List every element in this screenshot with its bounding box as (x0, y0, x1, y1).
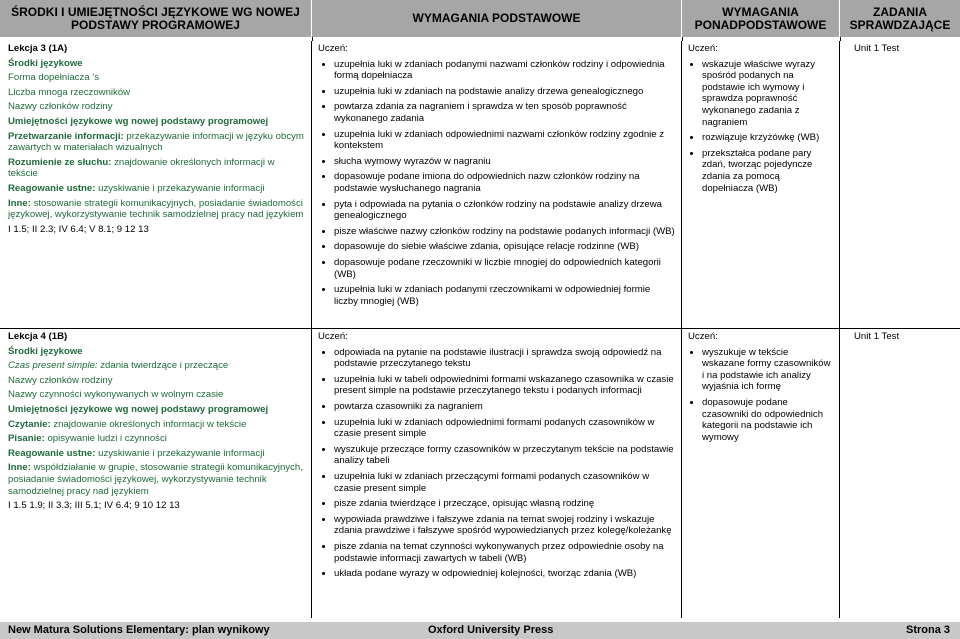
skill-item (8, 448, 305, 460)
skill-item (8, 433, 305, 445)
skill-text: przekazywanie informacji w języku obcym zawartych w materiałach wizualnych (8, 130, 304, 154)
skill-text: znajdowanie określonych informacji w tekście (50, 418, 247, 430)
list-item: • słucha wymowy wyrazów w nagraniu (334, 156, 675, 168)
skill-text: uzyskiwanie i przekazywanie informacji (95, 182, 265, 194)
header-col-podstawowe: WYMAGANIA PODSTAWOWE (312, 0, 682, 37)
list-item: • wyszukuje przeczące formy czasowników w przeczytanym tekście na podstawie analizy tabeli (334, 444, 675, 467)
skill-item (8, 419, 305, 431)
skill-text: współdziałanie w grupie, stosowanie strategii komunikacyjnych, posiadanie świadomości językowej, wykorzystywanie technik samodzielnej pracy nad językiem (8, 462, 303, 497)
lesson-title: Lekcja 3 (1A) (8, 43, 68, 54)
skill-label: Pisanie: (8, 433, 45, 445)
uczen-label: Uczeń: (688, 331, 718, 342)
skill-label: Rozumienie ze słuchu: (8, 156, 112, 168)
list-item: • układa podane wyrazy w odpowiedniej kolejności, tworząc zdania (WB) (334, 568, 675, 580)
header-col-srodki: ŚRODKI I UMIEJĘTNOŚCI JĘZYKOWE WG NOWEJ PODSTAWY PROGRAMOWEJ (0, 0, 312, 37)
list-item: • uzupełnia luki w zdaniach przeczącymi formami podanych czasowników w czasie present simple (334, 471, 675, 494)
list-item: Nazwy członków rodziny (8, 374, 113, 386)
basic-list (318, 59, 675, 308)
lesson-title: Lekcja 4 (1B) (8, 331, 68, 342)
umiejetnosci-heading: Umiejętności językowe wg nowej podstawy programowej (8, 403, 269, 415)
table-row (0, 329, 960, 618)
list-item: • uzupełnia luki w zdaniach na podstawie analizy drzewa genealogicznego (334, 86, 675, 98)
list-item: • uzupełnia luki w zdaniach podanymi rzeczownikami w odpowiedniej formie liczby mnogiej (WB) (334, 284, 675, 307)
test-cell (840, 329, 960, 618)
item-text: zdania twierdzące i przeczące (97, 360, 229, 372)
list-item: Nazwy członków rodziny (8, 101, 113, 113)
list-item: • powtarza czasowniki za nagraniem (334, 401, 675, 413)
list-item (8, 360, 305, 372)
list-item: • powtarza zdania za nagraniem i sprawdza w ten sposób poprawność wykonanego zadania (334, 101, 675, 124)
umiejetnosci-heading: Umiejętności językowe wg nowej podstawy programowej (8, 115, 269, 127)
list-item: • wyszukuje w tekście wskazane formy czasowników i na podstawie ich analizy wyjaśnia ich formę (702, 347, 833, 393)
header-col-zadania: ZADANIA SPRAWDZAJĄCE (840, 0, 960, 37)
skill-label: Inne: (8, 462, 31, 474)
list-item: • uzupełnia luki w zdaniach odpowiednimi nazwami członków rodziny zgodnie z kontekstem (334, 129, 675, 152)
references: I 1.5; II 2.3; IV 6.4; V 8.1; 9 12 13 (8, 223, 149, 235)
list-item: • dopasowuje podane rzeczowniki w liczbie mnogiej do odpowiednich kategorii (WB) (334, 257, 675, 280)
list-item: • przekształca podane pary zdań, tworząc pojedyncze zdania za pomocą dopełniacza (WB) (702, 148, 833, 194)
list-item: • wypowiada prawdziwe i fałszywe zdania na temat swojej rodziny i wskazuje zdania prawdziwe i fałszywe spośród wypowiedzianych przez kolegę/koleżankę (334, 514, 675, 537)
emphasis-text: Czas present simple: (8, 360, 98, 372)
skill-item (8, 157, 305, 180)
basic-requirements-cell (312, 329, 682, 618)
list-item: • pisze zdania na temat czynności wykonywanych przez odpowiednie osoby na podstawie informacji zawartych w tabeli (WB) (334, 541, 675, 564)
list-item: Liczba mnoga rzeczowników (8, 86, 131, 98)
page-footer (0, 622, 960, 639)
srodki-heading: Środki językowe (8, 57, 83, 69)
uczen-label: Uczeń: (688, 43, 718, 54)
uczen-label: Uczeń: (318, 43, 348, 54)
skill-item (8, 131, 305, 154)
list-item: • odpowiada na pytanie na podstawie ilustracji i sprawdza swoją odpowiedź na podstawie przeczytanego tekstu (334, 347, 675, 370)
srodki-cell (0, 41, 312, 328)
list-item: • uzupełnia luki w zdaniach odpowiednimi formami podanych czasowników w czasie present simple (334, 417, 675, 440)
list-item: • wskazuje właściwe wyrazy spośród podanych na podstawie ich wymowy i sprawdza poprawność wykonanego zadania z nagraniem (702, 59, 833, 129)
list-item: • dopasowuje do siebie właściwe zdania, opisujące relacje rodzinne (WB) (334, 241, 675, 253)
list-item: • uzupełnia luki w tabeli odpowiednimi formami wskazanego czasownika w czasie present simple na podstawie przeczytanego tekstu i podanych informacji (334, 374, 675, 397)
skill-label: Reagowanie ustne: (8, 447, 96, 459)
list-item: Nazwy czynności wykonywanych w wolnym czasie (8, 389, 224, 401)
skill-item (8, 183, 305, 195)
advanced-list (688, 59, 833, 195)
skill-text: znajdowanie określonych informacji w tekście (8, 156, 275, 180)
skill-label: Reagowanie ustne: (8, 182, 96, 194)
references: I 1.5 1.9; II 3.3; III 5.1; IV 6.4; 9 10 12 13 (8, 500, 180, 512)
basic-requirements-cell (312, 41, 682, 328)
skill-label: Przetwarzanie informacji: (8, 130, 124, 142)
list-item: • uzupełnia luki w zdaniach podanymi nazwami członków rodziny i odpowiednia formą dopełniacza (334, 59, 675, 82)
table-header (0, 0, 960, 37)
test-label: Unit 1 Test (854, 331, 900, 342)
footer-publisher: Oxford University Press (428, 623, 554, 636)
list-item: • pisze właściwe nazwy członków rodziny na podstawie podanych informacji (WB) (334, 226, 675, 238)
footer-title: New Matura Solutions Elementary: plan wynikowy (8, 623, 270, 636)
srodki-cell (0, 329, 312, 618)
advanced-requirements-cell (682, 41, 840, 328)
skill-item (8, 462, 305, 497)
list-item: • rozwiązuje krzyżówkę (WB) (702, 132, 833, 144)
basic-list (318, 347, 675, 580)
skill-text: stosowanie strategii komunikacyjnych, posiadanie świadomości językowej, wykorzystywanie technik samodzielnej pracy nad językiem (8, 197, 304, 221)
srodki-heading: Środki językowe (8, 345, 83, 357)
list-item: • dopasowuje podane imiona do odpowiednich nazw członków rodziny na podstawie wysłuchanego nagrania (334, 171, 675, 194)
test-label: Unit 1 Test (854, 43, 900, 54)
header-col-ponadpodstawowe: WYMAGANIA PONADPODSTAWOWE (682, 0, 840, 37)
advanced-requirements-cell (682, 329, 840, 618)
table-row (0, 41, 960, 329)
skill-label: Inne: (8, 197, 31, 209)
advanced-list (688, 347, 833, 444)
uczen-label: Uczeń: (318, 331, 348, 342)
list-item: • pisze zdania twierdzące i przeczące, opisując własną rodzinę (334, 498, 675, 510)
list-item: • dopasowuje podane czasowniki do odpowiednich kategorii na podstawie ich wymowy (702, 397, 833, 443)
test-cell (840, 41, 960, 328)
skill-item (8, 198, 305, 221)
skill-label: Czytanie: (8, 418, 51, 430)
footer-page-number: Strona 3 (905, 623, 950, 636)
list-item: • pyta i odpowiada na pytania o członków rodziny na podstawie analizy drzewa genealogicznego (334, 199, 675, 222)
list-item: Forma dopełniacza ’s (8, 72, 100, 84)
skill-text: opisywanie ludzi i czynności (44, 433, 167, 445)
skill-text: uzyskiwanie i przekazywanie informacji (95, 447, 265, 459)
